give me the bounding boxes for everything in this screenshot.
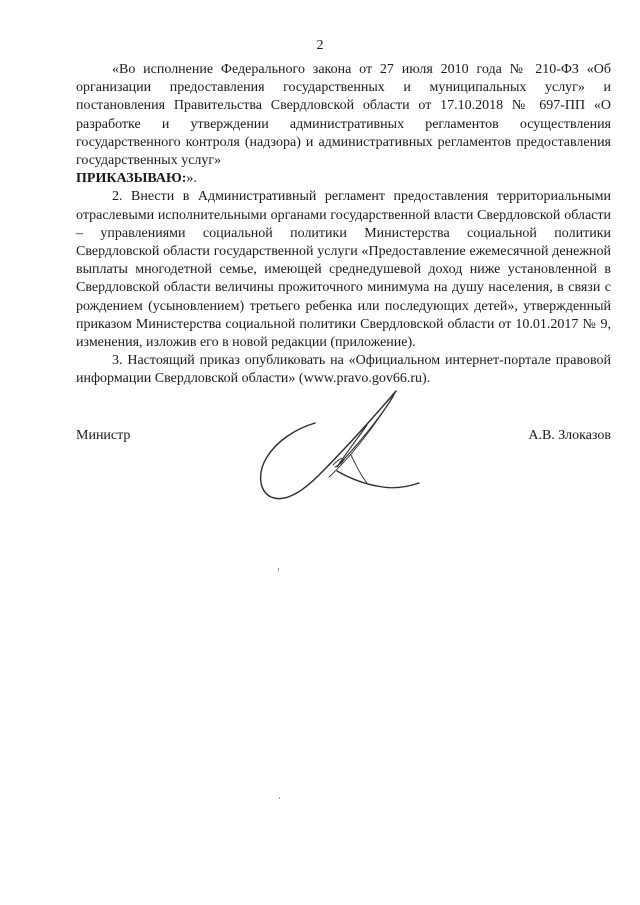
signer-position: Министр bbox=[76, 428, 131, 443]
preamble-paragraph: «Во исполнение Федерального закона от 27 июля 2010 года № 210-ФЗ «Об организации предоставления государственных и муниципальных услуг» и постановления Правительства Свердловской области от 17.10.2018 № 697-ПП «О разработке и утверждении административных регламентов осуществления государственного контроля (надзора) и административных регламентов предоставления государственных услуг» bbox=[76, 62, 611, 169]
order-word: ПРИКАЗЫВАЮ: bbox=[76, 171, 187, 187]
scan-speck bbox=[278, 568, 279, 571]
scan-speck bbox=[279, 797, 280, 799]
order-line bbox=[76, 170, 611, 188]
signer-name: А.В. Злоказов bbox=[528, 428, 611, 443]
item-3-paragraph: 3. Настоящий приказ опубликовать на «Официальном интернет-портале правовой информации Свердловской области» (www.pravo.gov66.ru). bbox=[76, 353, 611, 387]
page-number: 2 bbox=[316, 38, 324, 53]
item-2-paragraph: 2. Внести в Административный регламент предоставления территориальными отраслевыми исполнительными органами государственной власти Свердловской области – управлениями социальной политики Министерства социальной политики Свердловской области государственной услуги «Предоставление ежемесячной денежной выплаты многодетной семье, имеющей среднедушевой доход ниже установленной в Свердловской области величины прожиточного минимума на душу населения, в связи с рождением (усыновлением) третьего ребенка или последующих детей», утвержденный приказом Министерства социальной политики Свердловской области от 10.01.2017 № 9, изменения, изложив его в новой редакции (приложение). bbox=[76, 189, 611, 351]
handwritten-signature bbox=[255, 385, 425, 515]
document-body bbox=[76, 61, 611, 389]
order-tail: ». bbox=[186, 171, 197, 187]
